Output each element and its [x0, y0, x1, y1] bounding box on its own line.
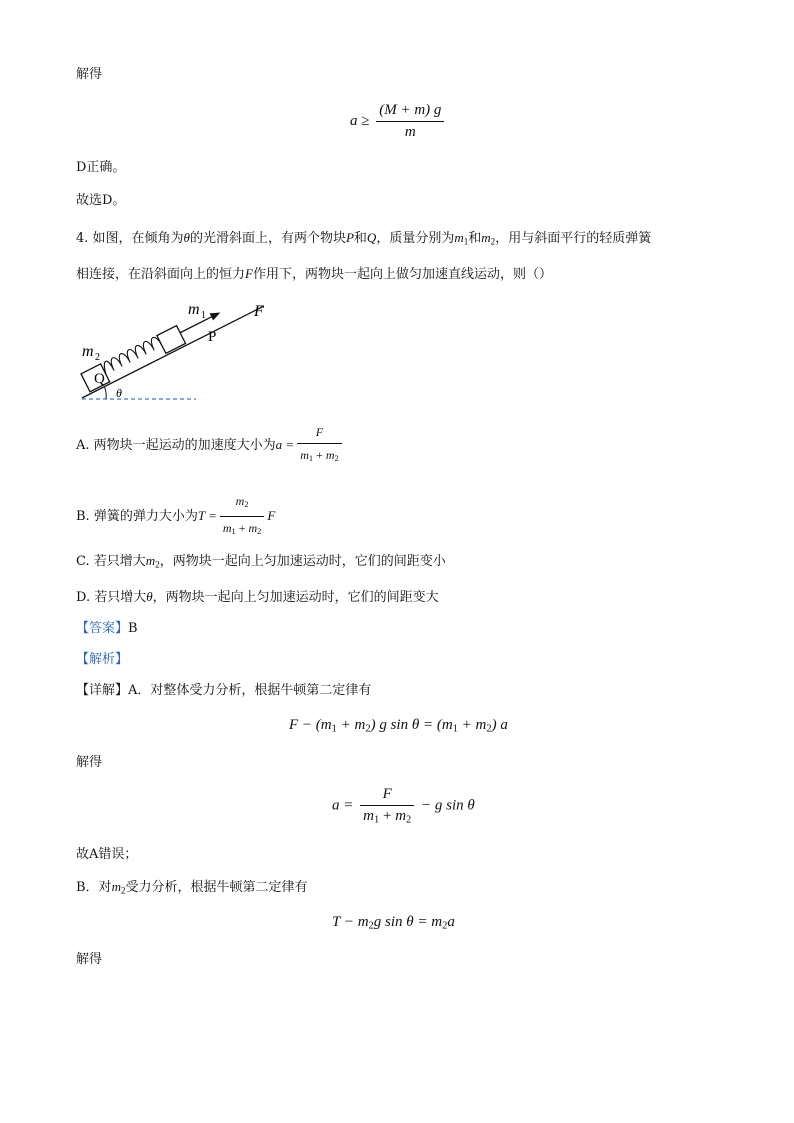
- label-m1-sub: 1: [201, 310, 206, 321]
- q4-theta: θ: [183, 230, 190, 245]
- q4-text-h: 作用下，两物块一起向上做匀加速直线运动，则（）: [252, 267, 552, 282]
- incline-surface: [82, 306, 264, 398]
- label-q: Q: [94, 371, 105, 387]
- eq3-lhs: a =: [332, 797, 354, 814]
- text-d-correct: D正确。: [76, 160, 126, 175]
- q4-text-d: ，质量分别为: [376, 231, 455, 246]
- line-b-analysis: [76, 878, 308, 899]
- line-b-text-a: B．对: [76, 880, 112, 895]
- label-m2-sub: 2: [95, 352, 100, 363]
- answer-line: [76, 620, 138, 638]
- incline-diagram: [76, 296, 286, 406]
- q4-p: P: [345, 230, 354, 245]
- label-f: F: [254, 303, 264, 320]
- detail-text: A．对整体受力分析，根据牛顿第二定律有: [128, 683, 372, 698]
- eq3-numerator: F: [360, 786, 414, 806]
- text-jiede-2: 解得: [76, 755, 103, 770]
- equation-a-ge: [350, 102, 447, 141]
- option-b: [76, 492, 275, 541]
- label-m2: m: [82, 343, 94, 360]
- q4-text-c: 和: [353, 231, 367, 246]
- eq1-numerator: (M + m) g: [376, 102, 444, 122]
- equation-a-result: [332, 786, 475, 826]
- eq1-lhs: a ≥: [350, 112, 370, 129]
- text-jiede-1: 解得: [76, 67, 103, 82]
- option-b-numerator: $m_2$: [220, 492, 265, 517]
- option-a-fraction: [297, 423, 342, 468]
- answer-value: B: [128, 621, 138, 636]
- option-a-lhs: a =: [275, 437, 295, 453]
- option-b-lhs: T =: [197, 508, 217, 524]
- q4-f: F: [245, 266, 253, 281]
- eq1-denominator: m: [404, 124, 416, 140]
- eq3-fraction: [360, 786, 414, 826]
- label-p: P: [208, 329, 217, 345]
- option-a-denominator: $m_1 + m_2$: [300, 448, 339, 464]
- q4-m2: $m_2$: [481, 230, 496, 247]
- equation-newton-m2: $T - m_2g$ $\sin \theta = m_2a$: [332, 914, 455, 932]
- label-theta: θ: [116, 386, 122, 400]
- angle-arc: [105, 387, 107, 399]
- q4-text-f: ，用与斜面平行的轻质弹簧: [495, 231, 652, 246]
- option-b-fraction: [220, 492, 265, 541]
- option-c-m2: $m_2$: [145, 553, 160, 570]
- option-d-text-a: D. 若只增大: [76, 590, 147, 605]
- label-m1: m: [188, 301, 200, 318]
- line-b-m2: $m_2$: [111, 879, 126, 896]
- question-4-line-2: [76, 265, 552, 284]
- option-c: [76, 552, 446, 573]
- option-d-text-b: ，两物块一起向上匀加速运动时，它们的间距变大: [152, 590, 439, 605]
- option-c-text-b: ，两物块一起向上匀加速运动时，它们的间距变小: [159, 554, 446, 569]
- force-arrowhead: [210, 309, 223, 321]
- option-a: [76, 423, 345, 468]
- analysis-label: 【解析】: [76, 652, 129, 667]
- option-b-denominator: $m_1 + m_2$: [222, 521, 262, 537]
- option-a-text: A. 两物块一起运动的加速度大小为: [76, 438, 276, 454]
- q4-text-g: 相连接，在沿斜面向上的恒力: [76, 267, 246, 282]
- line-b-text-b: 受力分析，根据牛顿第二定律有: [125, 880, 308, 895]
- eq3-denominator: $m_1 + m_2$: [363, 808, 412, 826]
- option-b-text: B. 弹簧的弹力大小为: [76, 509, 198, 525]
- block-p: [157, 326, 186, 354]
- eq1-fraction: [376, 102, 444, 141]
- option-d-theta: θ: [146, 589, 153, 604]
- q4-q: Q: [366, 230, 377, 245]
- q4-m1: $m_1$: [454, 230, 469, 247]
- q4-text-b: 的光滑斜面上，有两个物块: [189, 231, 346, 246]
- eq3-tail: − g sin θ: [421, 797, 475, 814]
- question-4-line-1: [76, 229, 651, 250]
- force-arrow: [180, 317, 211, 333]
- detail-label: 【详解】: [76, 683, 129, 698]
- answer-label: 【答案】: [76, 621, 129, 636]
- detail-line: [76, 682, 371, 700]
- q4-text-e: 和: [468, 231, 482, 246]
- text-wrong-a: 故A错误；: [76, 847, 138, 862]
- option-c-text-a: C. 若只增大: [76, 554, 146, 569]
- spring: [101, 336, 163, 375]
- option-d: [76, 588, 439, 607]
- text-jiede-3: 解得: [76, 952, 103, 967]
- equation-newton-whole: $F - (m_1 + m_2)$ g $\sin \theta = (m_1 + m_2)$ a: [289, 717, 508, 735]
- text-choose-d: 故选D。: [76, 193, 126, 208]
- option-b-tail: F: [267, 508, 276, 524]
- option-a-numerator: F: [297, 423, 342, 444]
- q4-text-a: 4. 如图，在倾角为: [76, 231, 184, 246]
